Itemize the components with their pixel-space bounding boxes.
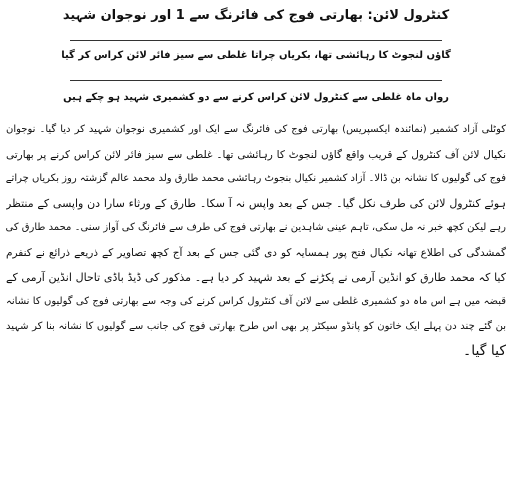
article-line: ہوئے کنٹرول لائن کی طرف نکل گیا۔ جس کے بعد واپس نہ آ سکا۔ طارق کے ورثاء سارا دن واپسی کے منتظر bbox=[6, 196, 506, 210]
article-line: کیا گیا۔ bbox=[463, 343, 506, 360]
article-line: نکیال لائن آف کنٹرول کے قریب واقع گاؤں لنجوٹ کا رہائشی تھا۔ غلطی سے سیز فائر لائن کراس کرنے پر بھارتی bbox=[6, 148, 506, 161]
headline-block-sub1 bbox=[60, 44, 452, 68]
headline-block-sub2 bbox=[60, 86, 452, 110]
article-line: قبضہ میں ہے اس ماہ دو کشمیری غلطی سے لائن آف کنٹرول کراس کرنے کی وجہ سے بھارتی فوج کی گولیوں کا نشانہ bbox=[6, 296, 506, 308]
article-line: کیا کہ محمد طارق کو انڈین آرمی نے پکڑنے کے بعد شہید کر دیا ہے۔ مذکور کی ڈیڈ باڈی تاحال انڈین آرمی کے bbox=[6, 270, 506, 284]
article-line: کوٹلی آزاد کشمیر (نمائندہ ایکسپریس) بھارتی فوج کی فائرنگ سے ایک اور کشمیری نوجوان شہید کر دیا گیا۔ نوجوان bbox=[6, 124, 506, 135]
article-line: بن گئے چند دن پہلے ایک خاتون کو پانڈو سیکٹر پر بھی اس طرح بھارتی فوج کی جانب سے گولیوں کا نشانہ بنا کر شہید bbox=[6, 320, 506, 332]
sub-headline-1: گاؤں لنجوٹ کا رہائشی تھا، بکریاں چراتا غلطی سے سیز فائر لائن کراس کر گیا bbox=[61, 50, 451, 61]
sub-headline-2: رواں ماہ غلطی سے کنٹرول لائن کراس کرنے سے دو کشمیری شہید ہو چکے ہیں bbox=[63, 92, 449, 103]
article-line: رہے لیکن کچھ خبر نہ مل سکی، تاہم عینی شاہدین نے بھارتی فوج کی طرف سے فائرنگ کی آواز سنی۔ محمد طارق کی bbox=[6, 222, 506, 234]
article-line: گمشدگی کی اطلاع تھانہ نکیال فتح پور ہمسایہ کو دی گئی جس کے بعد آج کچھ تصاویر کے ذریعے ذرائع نے کنفرم bbox=[6, 246, 506, 259]
headline-block-main bbox=[60, 4, 452, 28]
headline-divider bbox=[70, 80, 442, 81]
article-body bbox=[6, 118, 506, 364]
headline-divider bbox=[70, 40, 442, 41]
article-line: فوج کی گولیوں کا نشانہ بن ڈالا۔ آزاد کشمیر نکیال بنجوٹ رہائشی محمد طارق ولد محمد عالم گزشتہ روز بکریاں چراتے bbox=[6, 173, 506, 185]
main-headline: کنٹرول لائن: بھارتی فوج کی فائرنگ سے 1 اور نوجوان شہید bbox=[62, 8, 450, 23]
